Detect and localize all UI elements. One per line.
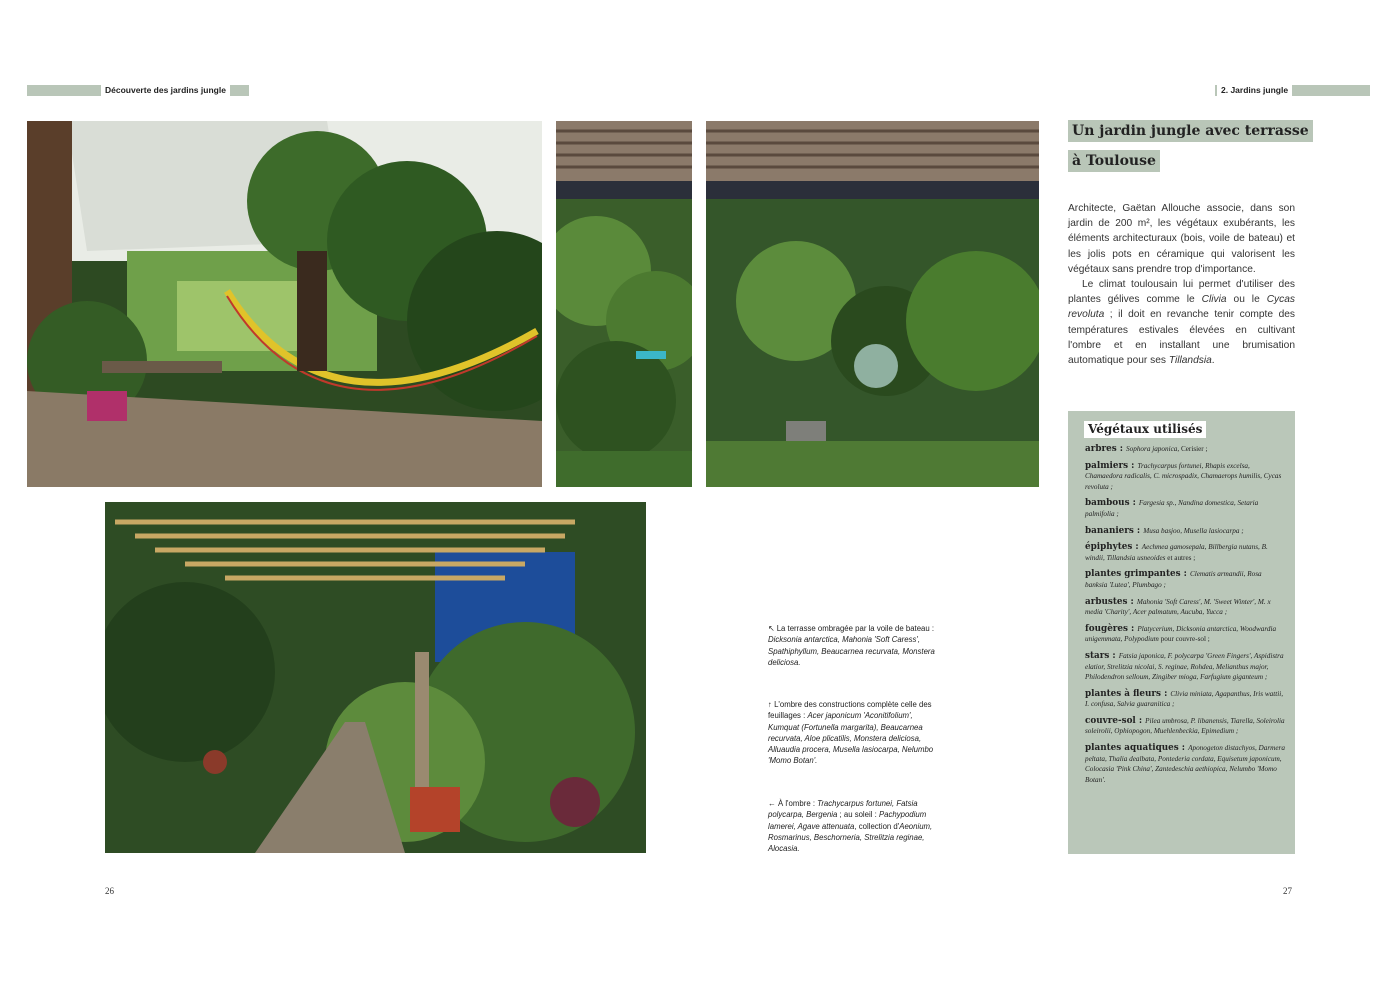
header-bar-right bbox=[1215, 85, 1370, 96]
caption-shade-sun: ← À l'ombre : Trachycarpus fortunei, Fatsia polycarpa, Bergenia ; au soleil : Pachypodium lamerei, Agave attenuata, collection d'Aeonium, Rosmarinus, Beschorneria, Strelitzia reginae, Alocasia. bbox=[768, 799, 933, 854]
plants-entry: stars : Fatsia japonica, F. polycarpa 'Green Fingers', Aspidistra elatior, Strelitzia nicolai, S. reginae, Rohdea, Melianthus major, Philodendron selloum, Zingiber mioga, Farfugium giganteum ; bbox=[1085, 650, 1284, 682]
caption-shade-constructions: ↑ L'ombre des constructions complète celle des feuillages : Acer japonicum 'Aconitifolium', Kumquat (Fortunella margarita), Beaucarnea recurvata, Aloe plicatilis, Monstera deliciosa, Alluaudia procera, Musella lasiocarpa, Nelumbo 'Momo Botan'. bbox=[768, 700, 934, 766]
photo-garden-left-panel bbox=[556, 121, 692, 487]
plants-used-box bbox=[1068, 411, 1295, 854]
caption-terrace: ↖ La terrasse ombragée par la voile de bateau : Dicksonia antarctica, Mahonia 'Soft Caress', Spathiphyllum, Beaucarnea recurvata, Monstera deliciosa. bbox=[768, 624, 935, 667]
plants-entry: épiphytes : Aechmea gamosepala, Billbergia nutans, B. windii, Tillandsia usneoides et autres ; bbox=[1085, 542, 1268, 562]
photo-garden-right-panel bbox=[706, 121, 1039, 487]
header-bar-left bbox=[27, 85, 249, 96]
header-label-left: Découverte des jardins jungle bbox=[101, 85, 230, 96]
plants-entry: couvre-sol : Pilea umbrosa, P. libanensis, Tiarella, Soleirolia soleirolii, Ophiopogon, Muehlenbeckia, Epimedium ; bbox=[1085, 715, 1285, 736]
page-number-right: 27 bbox=[1283, 886, 1292, 896]
page-number-left: 26 bbox=[105, 886, 114, 896]
plants-entry: fougères : Platycerium, Dicksonia antarctica, Woodwardia unigemmata, Polypodium pour couvre-sol ; bbox=[1085, 623, 1277, 644]
plants-entry: palmiers : Trachycarpus fortunei, Rhapis excelsa, Chamaedora radicalis, C. microspadix, Chamaerops humilis, Cycas revoluta ; bbox=[1085, 460, 1282, 491]
plants-box-title: Végétaux utilisés bbox=[1084, 421, 1206, 438]
photo-terrace-hammock bbox=[27, 121, 542, 487]
article-paragraph-1: Architecte, Gaëtan Allouche associe, dans son jardin de 200 m², les végétaux exubérants, les éléments architecturaux (bois, voile de bateau) et les jolis pots en céramique qui valorisent les végétaux sans prendre trop d'importance. bbox=[1068, 203, 1295, 275]
plants-entry: bananiers : Musa basjoo, Musella lasiocarpa ; bbox=[1085, 525, 1244, 536]
plants-entry: arbustes : Mahonia 'Soft Caress', M. 'Sweet Winter', M. x media 'Charity', Acer palmatum, Aucuba, Yucca ; bbox=[1085, 596, 1271, 617]
plants-entry: arbres : Sophora japonica, Cerisier ; bbox=[1085, 444, 1208, 454]
article-title-line-2: à Toulouse bbox=[1068, 150, 1160, 172]
article-body bbox=[1068, 201, 1295, 368]
article-title-line-1: Un jardin jungle avec terrasse bbox=[1068, 120, 1313, 142]
plants-entry: bambous : Fargesia sp., Nandina domestica, Setaria palmifolia ; bbox=[1085, 498, 1259, 518]
header-label-right: 2. Jardins jungle bbox=[1217, 85, 1292, 96]
photo-pergola-garden bbox=[105, 502, 646, 853]
plants-entry: plantes aquatiques : Aponogeton distachyos, Darmera peltata, Thalia dealbata, Pontederia cordata, Equisetum japonicum, Colocasia 'Pink China', Zantedeschia aethiopica, Nelumbo 'Momo Botan'. bbox=[1085, 743, 1285, 784]
plants-entry: plantes à fleurs : Clivia miniata, Agapanthus, Iris wattii, I. confusa, Salvia guaranitica ; bbox=[1085, 688, 1284, 709]
plants-entry: plantes grimpantes : Clematis armandii, Rosa banksia 'Lutea', Plumbago ; bbox=[1085, 569, 1262, 589]
plants-list bbox=[1085, 444, 1285, 791]
article-paragraph-2: Le climat toulousain lui permet d'utiliser des plantes gélives comme le Clivia ou le Cycas revoluta ; il doit en revanche tenir compte des températures estivales élevées en cultivant l'ombre et en installant une brumisation automatique pour ses Tillandsia. bbox=[1068, 279, 1295, 367]
